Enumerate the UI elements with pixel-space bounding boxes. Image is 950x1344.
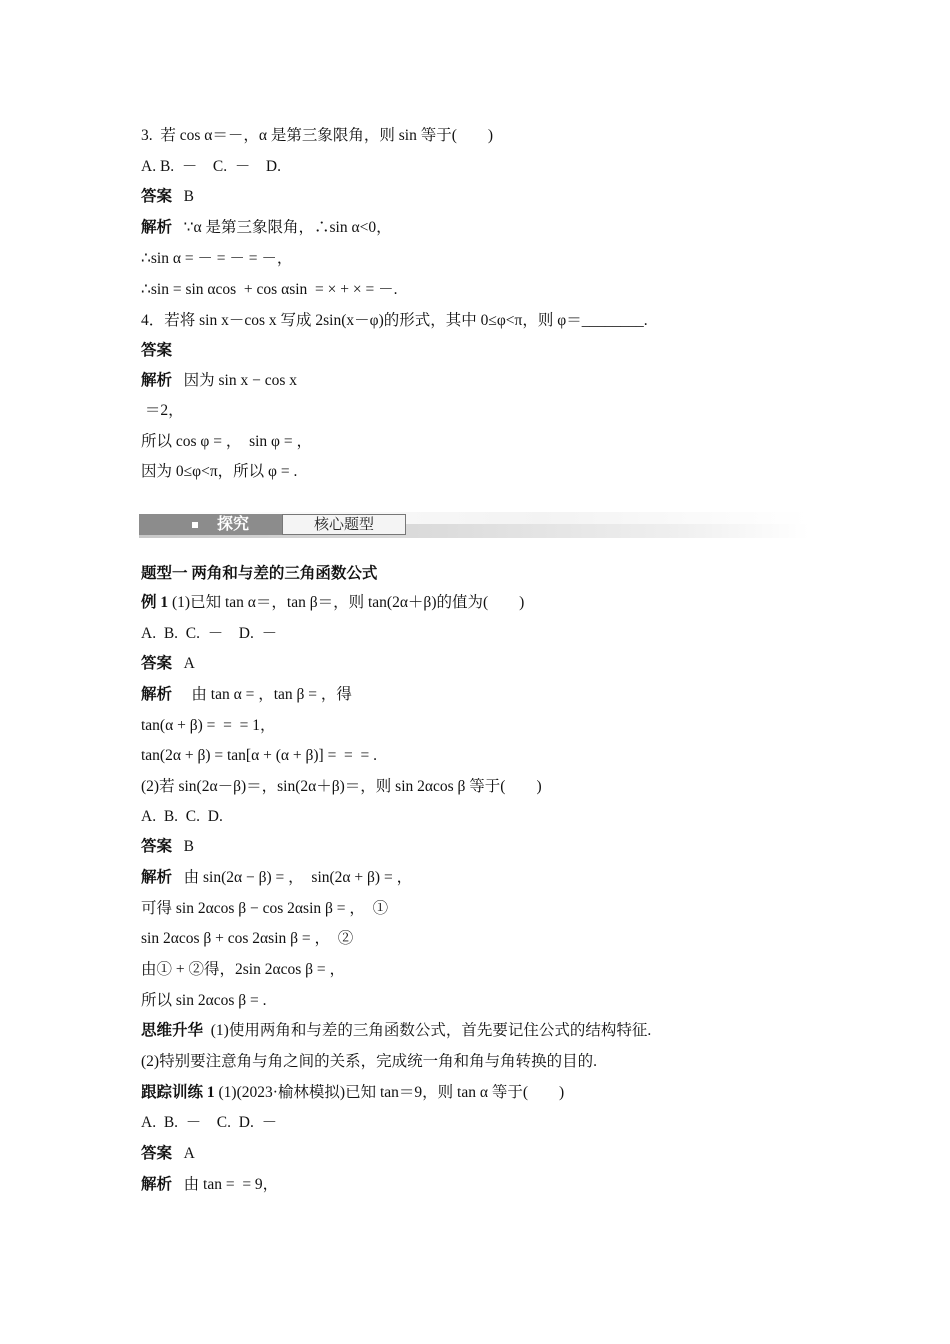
line-label: 跟踪训练 1 — [141, 1084, 215, 1101]
line-text: 所以 cos φ = ， sin φ = ， — [141, 433, 312, 450]
line-q3-analysis-3 — [141, 280, 398, 300]
line-ex1-2 — [141, 777, 542, 797]
line-type1-title — [141, 564, 377, 584]
line-text: B — [172, 188, 194, 205]
line-text: tan(2α + β) = tan[α + (α + β)] = = = . — [141, 747, 378, 764]
line-text: B — [172, 838, 194, 855]
line-q4-analysis-1 — [141, 371, 297, 391]
line-practice1 — [141, 1083, 564, 1103]
line-text: tan(α + β) = = = 1， — [141, 717, 276, 734]
line-text: A. B. － C. D. － — [141, 1114, 278, 1131]
banner-light-tag: 核心题型 — [282, 514, 406, 535]
line-text: (1)(2023·榆林模拟)已知 tan＝9，则 tan α 等于( ) — [214, 1084, 565, 1101]
line-text: (1)已知 tan α＝，tan β＝，则 tan(2α＋β)的值为( ) — [168, 594, 525, 611]
line-text: ∴sin α = － = － = －， — [141, 250, 293, 267]
line-label: 解析 — [141, 686, 173, 703]
line-text: ∵α 是第三象限角，∴sin α<0， — [172, 219, 392, 236]
line-q3-answer — [141, 187, 194, 207]
line-thinking-1 — [141, 1021, 651, 1041]
line-text: ＝2， — [141, 402, 184, 419]
line-q4-analysis-3 — [141, 432, 312, 452]
line-text: 因为 sin x − cos x — [172, 372, 298, 389]
section-banner — [139, 512, 809, 546]
line-label: 答案 — [141, 838, 173, 855]
line-ex1-2-analysis-5 — [141, 991, 267, 1011]
line-text: 3. 若 cos α＝－，α 是第三象限角，则 sin 等于( ) — [141, 127, 494, 144]
line-text: 由① + ②得，2sin 2αcos β = ， — [141, 961, 345, 978]
line-label: 答案 — [141, 1145, 173, 1162]
line-q4 — [141, 311, 648, 331]
line-text: 可得 sin 2αcos β − cos 2αsin β = ， ① — [141, 900, 389, 917]
line-label: 例 1 — [141, 594, 169, 611]
line-text: A. B. － C. － D. — [141, 158, 281, 175]
line-q4-analysis-4 — [141, 462, 297, 482]
line-text: 由 tan α = ，tan β = ，得 — [172, 686, 352, 703]
line-ex1-1-analysis-3 — [141, 746, 377, 766]
line-text: ∴sin = sin αcos + cos αsin = × + × = －. — [141, 281, 398, 298]
line-ex1-2-analysis-3 — [141, 929, 353, 949]
line-label: 答案 — [141, 655, 173, 672]
line-practice1-answer — [141, 1144, 195, 1164]
banner-dark-tag — [139, 514, 282, 535]
line-practice1-analysis-1 — [141, 1175, 278, 1195]
line-ex1-2-answer — [141, 837, 194, 857]
line-text: (1)使用两角和与差的三角函数公式，首先要记住公式的结构特征. — [203, 1022, 652, 1039]
line-label: 答案 — [141, 188, 173, 205]
line-label: 题型一 两角和与差的三角函数公式 — [141, 565, 378, 582]
line-label: 解析 — [141, 869, 173, 886]
line-label: 解析 — [141, 219, 173, 236]
line-practice1-options — [141, 1113, 277, 1133]
line-label: 解析 — [141, 372, 173, 389]
line-q3-options — [141, 157, 281, 177]
line-q4-answer — [141, 341, 172, 361]
line-text: A. B. C. D. — [141, 808, 223, 825]
line-ex1-2-options — [141, 807, 223, 827]
line-text: 所以 sin 2αcos β = . — [141, 992, 267, 1009]
line-text: 4．若将 sin x－cos x 写成 2sin(x－φ)的形式，其中 0≤φ<π，则 φ＝________. — [141, 312, 648, 329]
line-text: A — [172, 1145, 195, 1162]
line-text: A. B. C. － D. － — [141, 625, 278, 642]
line-q3-analysis-1 — [141, 218, 392, 238]
line-text: 由 tan = = 9， — [172, 1176, 279, 1193]
line-q3 — [141, 126, 493, 146]
line-ex1-1-options — [141, 624, 277, 644]
line-ex1-1-answer — [141, 654, 195, 674]
line-ex1-2-analysis-1 — [141, 868, 412, 888]
line-text: (2)若 sin(2α－β)＝，sin(2α＋β)＝，则 sin 2αcos β 等于( ) — [141, 778, 542, 795]
line-text: sin 2αcos β + cos 2αsin β = ， ② — [141, 930, 354, 947]
line-ex1-2-analysis-2 — [141, 899, 388, 919]
line-text: (2)特别要注意角与角之间的关系，完成统一角和角与角转换的目的. — [141, 1053, 597, 1070]
line-label: 答案 — [141, 342, 173, 359]
square-bullet-icon — [192, 522, 198, 528]
line-label: 解析 — [141, 1176, 173, 1193]
line-thinking-2 — [141, 1052, 597, 1072]
line-text: A — [172, 655, 195, 672]
line-ex1-1-analysis-1 — [141, 685, 352, 705]
line-ex1-2-analysis-4 — [141, 960, 345, 980]
line-q3-analysis-2 — [141, 249, 292, 269]
line-text: 因为 0≤φ<π，所以 φ = . — [141, 463, 298, 480]
line-ex1-1-analysis-2 — [141, 716, 275, 736]
line-q4-analysis-2 — [141, 401, 184, 421]
line-ex1-1 — [141, 593, 524, 613]
banner-dark-label: 探究 — [217, 516, 250, 533]
line-text: 由 sin(2α − β) = ， sin(2α + β) = ， — [172, 869, 413, 886]
line-label: 思维升华 — [141, 1022, 204, 1039]
